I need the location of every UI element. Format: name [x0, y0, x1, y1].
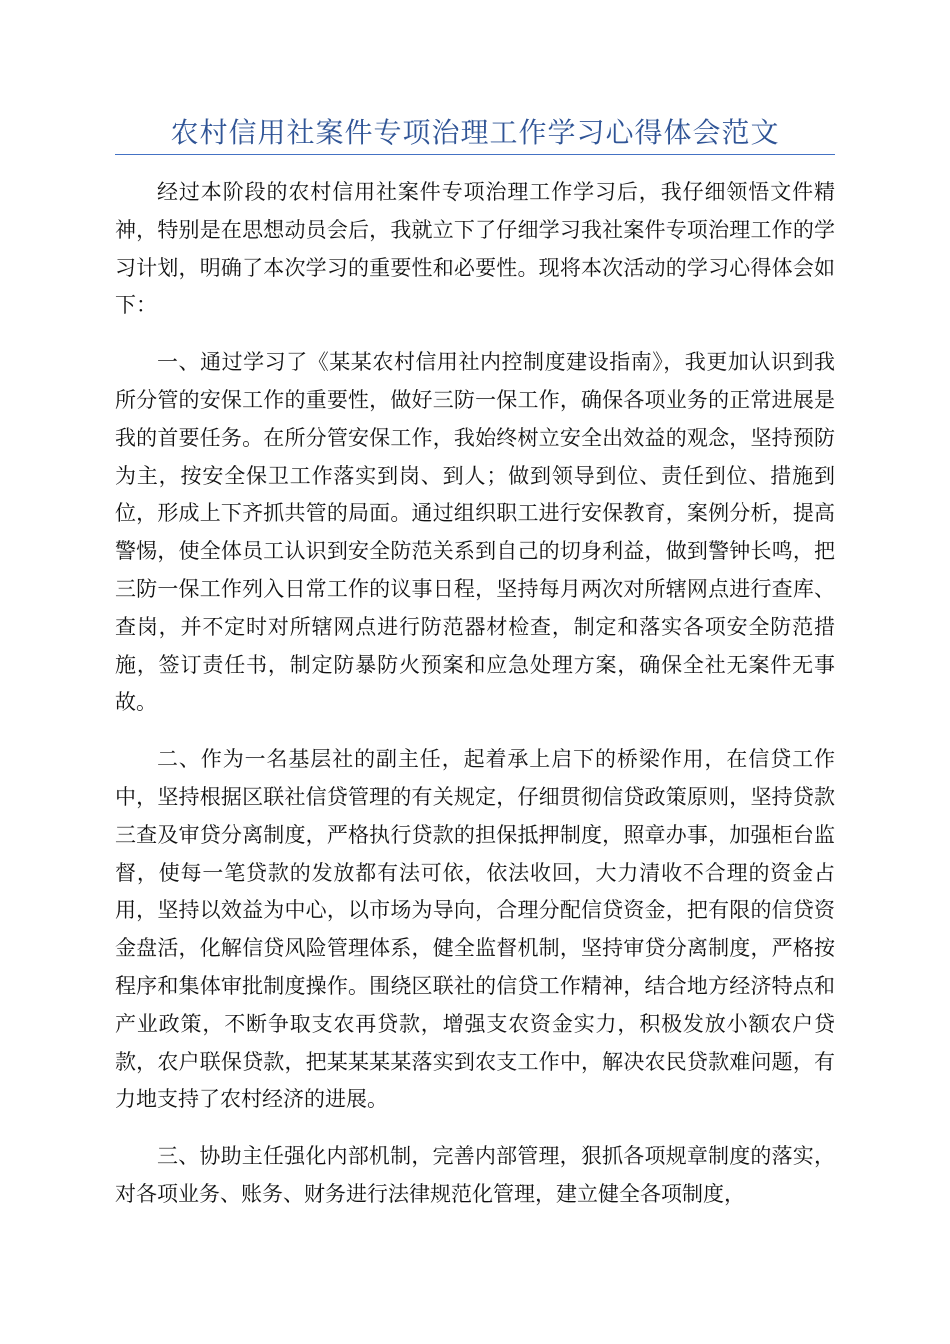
paragraph-section-2: 二、作为一名基层社的副主任，起着承上启下的桥梁作用，在信贷工作中，坚持根据区联社信贷管理的有关规定，仔细贯彻信贷政策原则，坚持贷款三查及审贷分离制度，严格执行贷款的担保抵押制度，照章办事，加强柜台监督，使每一笔贷款的发放都有法可依，依法收回，大力清收不合理的资金占用，坚持以效益为中心，以市场为导向，合理分配信贷资金，把有限的信贷资金盘活，化解信贷风险管理体系，健全监督机制，坚持审贷分离制度，严格按程序和集体审批制度操作。围绕区联社的信贷工作精神，结合地方经济特点和产业政策，不断争取支农再贷款，增强支农资金实力，积极发放小额农户贷款，农户联保贷款，把某某某某落实到农支工作中，解决农民贷款难问题，有力地支持了农村经济的进展。 — [115, 747, 835, 1112]
paragraph-intro: 经过本阶段的农村信用社案件专项治理工作学习后，我仔细领悟文件精神，特别是在思想动员会后，我就立下了仔细学习我社案件专项治理工作的学习计划，明确了本次学习的重要性和必要性。现将本次活动的学习心得体会如下： — [115, 180, 835, 318]
document-title: 农村信用社案件专项治理工作学习心得体会范文 — [170, 116, 780, 149]
paragraph-section-3: 三、协助主任强化内部机制，完善内部管理，狠抓各项规章制度的落实，对各项业务、账务、财务进行法律规范化管理，建立健全各项制度， — [115, 1144, 835, 1206]
paragraph-section-1: 一、通过学习了《某某农村信用社内控制度建设指南》，我更加认识到我所分管的安保工作的重要性，做好三防一保工作，确保各项业务的正常进展是我的首要任务。在所分管安保工作，我始终树立安全出效益的观念，坚持预防为主，按安全保卫工作落实到岗、到人；做到领导到位、责任到位、措施到位，形成上下齐抓共管的局面。通过组织职工进行安保教育，案例分析，提高警惕，使全体员工认识到安全防范关系到自己的切身利益，做到警钟长鸣，把三防一保工作列入日常工作的议事日程，坚持每月两次对所辖网点进行查库、查岗，并不定时对所辖网点进行防范器材检查，制定和落实各项安全防范措施，签订责任书，制定防暴防火预案和应急处理方案，确保全社无案件无事故。 — [115, 350, 835, 715]
title-underline — [115, 154, 835, 155]
document-body — [115, 174, 835, 1233]
